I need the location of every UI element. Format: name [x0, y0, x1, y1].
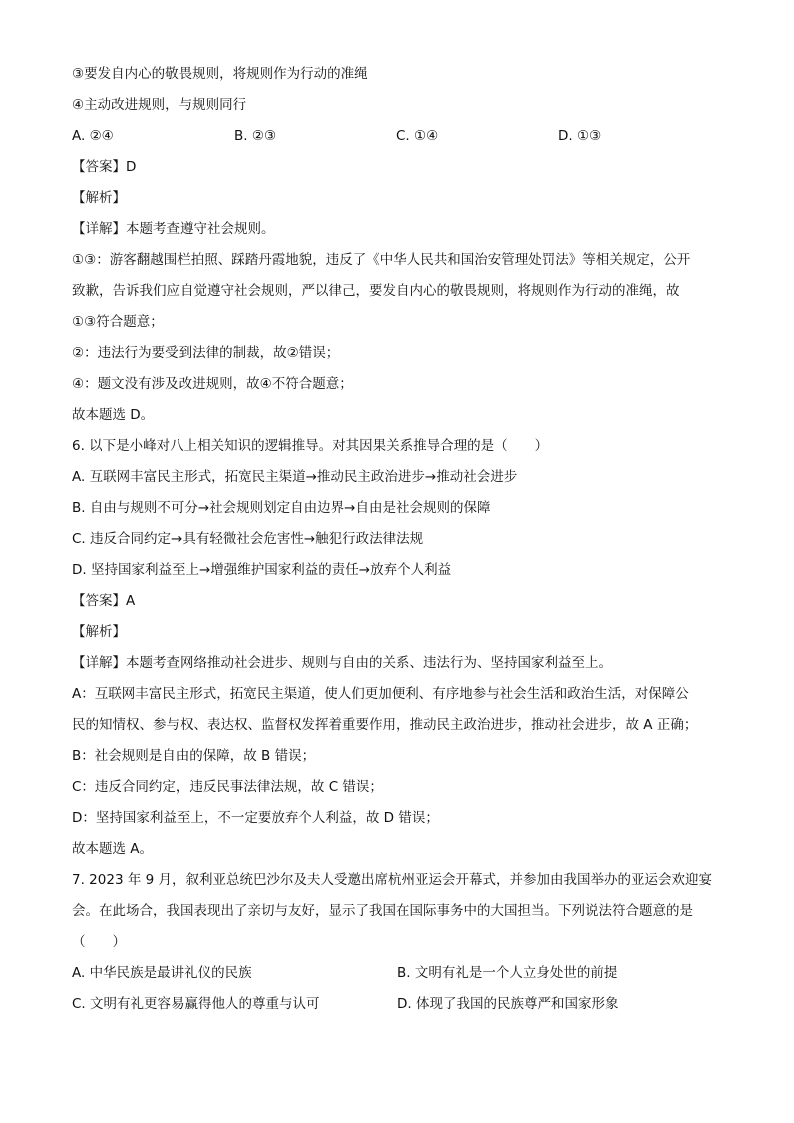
- q6-option-a: A. 互联网丰富民主形式，拓宽民主渠道→推动民主政治进步→推动社会进步: [72, 469, 518, 485]
- q5-explanation-line: ①③符合题意；: [72, 314, 164, 330]
- q5-explanation-line: ①③：游客翻越围栏拍照、踩踏丹霞地貌，违反了《中华人民共和国治安管理处罚法》等相关规定，公开: [72, 252, 691, 268]
- q7-stem-line: （ ）: [72, 934, 126, 950]
- q6-analysis-label: 【解析】: [72, 624, 126, 640]
- q6-conclusion: 故本题选 A。: [72, 841, 154, 857]
- q7-option-b: B. 文明有礼是一个人立身处世的前提: [397, 965, 618, 981]
- q7-stem-line: 7. 2023 年 9 月，叙利亚总统巴沙尔及夫人受邀出席杭州亚运会开幕式，并参加由我国举办的亚运会欢迎宴: [72, 872, 712, 888]
- q6-option-b: B. 自由与规则不可分→社会规则划定自由边界→自由是社会规则的保障: [72, 500, 491, 516]
- q5-option-c: C. ①④: [396, 128, 439, 144]
- q5-analysis-label: 【解析】: [72, 190, 126, 206]
- q7-option-d: D. 体现了我国的民族尊严和国家形象: [397, 996, 619, 1012]
- q5-answer: 【答案】D: [72, 159, 137, 175]
- q6-explanation-line: B：社会规则是自由的保障，故 B 错误；: [72, 748, 316, 764]
- q7-option-c: C. 文明有礼更容易赢得他人的尊重与认可: [72, 996, 320, 1012]
- q6-option-c: C. 违反合同约定→具有轻微社会危害性→触犯行政法律法规: [72, 531, 424, 547]
- q6-option-d: D. 坚持国家利益至上→增强维护国家利益的责任→放弃个人利益: [72, 562, 452, 578]
- q7-stem-line: 会。在此场合，我国表现出了亲切与友好，显示了我国在国际事务中的大国担当。下列说法符合题意的是: [72, 903, 693, 919]
- q5-option-d: D. ①③: [558, 128, 602, 144]
- q6-explanation-line: A：互联网丰富民主形式，拓宽民主渠道，使人们更加便利、有序地参与社会生活和政治生活，对保障公: [72, 686, 689, 702]
- q6-explanation-line: C：违反合同约定，违反民事法律法规，故 C 错误；: [72, 779, 383, 795]
- document-page: [72, 64, 732, 1025]
- q6-explanation-line: D：坚持国家利益至上，不一定要放弃个人利益，故 D 错误；: [72, 810, 439, 826]
- q5-option-a: A. ②④: [72, 128, 114, 144]
- q6-detail: 【详解】本题考查网络推动社会进步、规则与自由的关系、违法行为、坚持国家利益至上。: [72, 655, 612, 671]
- q5-conclusion: 故本题选 D。: [72, 407, 155, 423]
- q7-options-row-2: [72, 994, 732, 1014]
- q5-options: [72, 126, 732, 146]
- q5-statement-3: ③要发自内心的敬畏规则，将规则作为行动的准绳: [72, 66, 368, 82]
- q7-option-a: A. 中华民族是最讲礼仪的民族: [72, 965, 252, 981]
- q6-explanation-line: 民的知情权、参与权、表达权、监督权发挥着重要作用，推动民主政治进步，推动社会进步，故 A 正确；: [72, 717, 698, 733]
- q5-option-b: B. ②③: [234, 128, 277, 144]
- q5-explanation-line: ②：违法行为要受到法律的制裁，故②错误；: [72, 345, 340, 361]
- q5-statement-4: ④主动改进规则，与规则同行: [72, 97, 247, 113]
- q6-answer: 【答案】A: [72, 593, 136, 609]
- q5-explanation-line: ④：题文没有涉及改进规则，故④不符合题意；: [72, 376, 353, 392]
- q5-detail: 【详解】本题考查遵守社会规则。: [72, 221, 275, 237]
- q6-stem: 6. 以下是小峰对八上相关知识的逻辑推导。对其因果关系推导合理的是（ ）: [72, 438, 549, 454]
- q5-explanation-line: 致歉，告诉我们应自觉遵守社会规则，严以律己，要发自内心的敬畏规则，将规则作为行动的准绳，故: [72, 283, 680, 299]
- q7-options-row-1: [72, 963, 732, 983]
